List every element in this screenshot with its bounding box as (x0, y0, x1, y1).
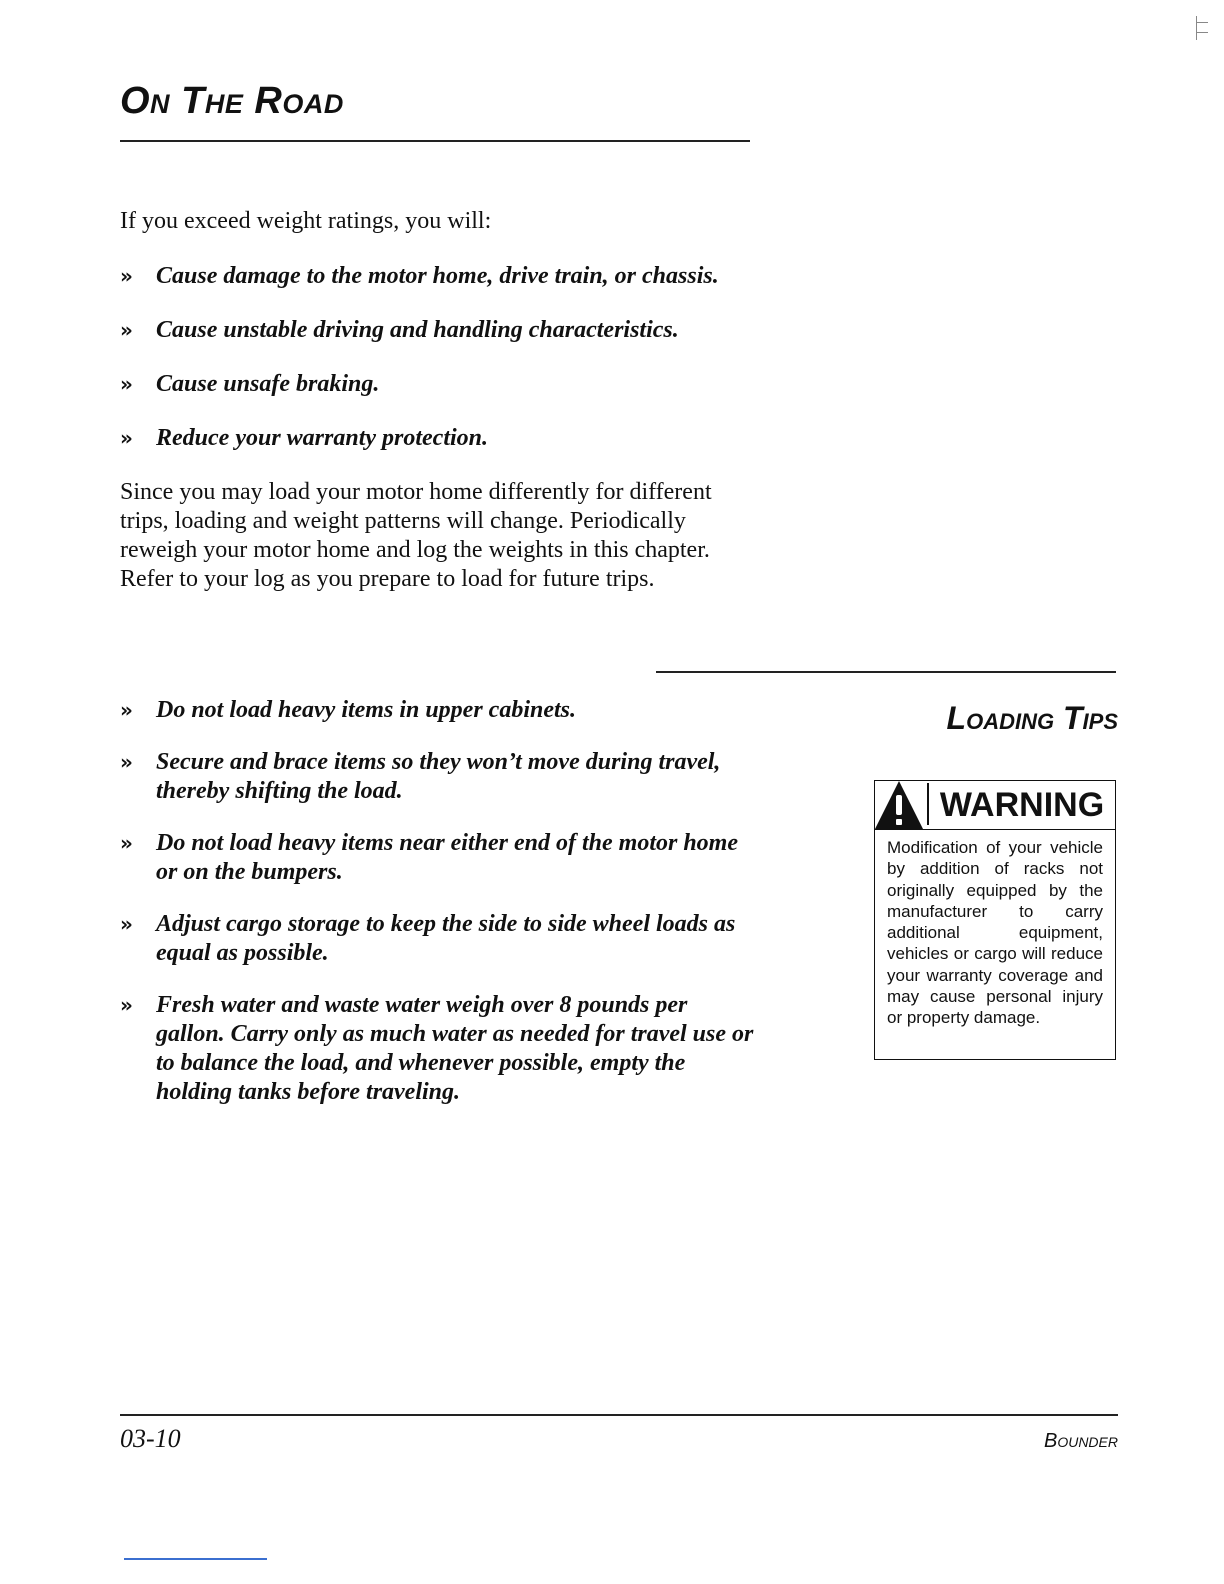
list-item (120, 829, 760, 887)
bullet-icon: » (120, 426, 133, 450)
list-item (120, 748, 760, 806)
bullet-icon: » (120, 372, 133, 396)
bottom-edge-rule (124, 1558, 267, 1560)
section-rule (656, 671, 1116, 673)
scan-edge-mark (1196, 32, 1208, 33)
list-item-text: Cause unstable driving and handling characteristics. (156, 317, 679, 343)
list-item (120, 262, 760, 291)
loading-tips-list (120, 696, 760, 1130)
list-item-text: Secure and brace items so they won’t move during travel, thereby shifting the load. (156, 749, 721, 804)
bullet-icon: » (120, 831, 133, 855)
warning-box (874, 780, 1116, 1060)
bullet-icon: » (120, 912, 133, 936)
list-item (120, 696, 760, 725)
bullet-icon: » (120, 264, 133, 288)
list-item-text: Adjust cargo storage to keep the side to side wheel loads as equal as possible. (156, 911, 736, 966)
warning-label: WARNING (927, 783, 1115, 825)
warning-text: Modification of your vehicle by addition of racks not originally equipped by the manufacturer to carry additional equipment, vehicles or cargo will reduce your warranty coverage and may cause personal injury or property damage. (887, 838, 1103, 1028)
list-item (120, 424, 760, 453)
bullet-icon: » (120, 318, 133, 342)
warning-triangle-icon (873, 779, 925, 831)
list-item (120, 991, 760, 1107)
footer-rule (120, 1414, 1118, 1416)
list-item-text: Cause damage to the motor home, drive train, or chassis. (156, 263, 719, 289)
list-item-text: Reduce your warranty protection. (156, 425, 489, 451)
page-number: 03-10 (120, 1424, 181, 1453)
list-item (120, 910, 760, 968)
list-item-text: Fresh water and waste water weigh over 8 pounds per gallon. Carry only as much water as needed for travel use or to balance the load, and whenever possible, empty the holding tanks before traveling. (156, 992, 754, 1105)
body-paragraph: Since you may load your motor home differently for different trips, loading and weight patterns will change. Periodically reweigh your motor home and log the weights in this chapter. Refer to your log as you prepare to load for future trips. (120, 479, 712, 592)
bullet-icon: » (120, 993, 133, 1017)
page-title: On The Road (120, 80, 344, 122)
scan-edge-mark (1196, 22, 1208, 23)
warning-header (875, 781, 1115, 830)
bullet-icon: » (120, 698, 133, 722)
list-item-text: Do not load heavy items near either end of the motor home or on the bumpers. (156, 830, 738, 885)
header-rule (120, 140, 750, 142)
list-item-text: Cause unsafe braking. (156, 371, 380, 397)
list-item (120, 370, 760, 399)
intro-text: If you exceed weight ratings, you will: (120, 208, 492, 234)
brand-name: Bounder (1043, 1430, 1118, 1452)
bullet-icon: » (120, 750, 133, 774)
scan-edge-mark (1196, 16, 1197, 40)
loading-tips-heading: Loading Tips (946, 700, 1118, 736)
consequence-list (120, 262, 760, 478)
list-item (120, 316, 760, 345)
list-item-text: Do not load heavy items in upper cabinets. (156, 697, 576, 723)
